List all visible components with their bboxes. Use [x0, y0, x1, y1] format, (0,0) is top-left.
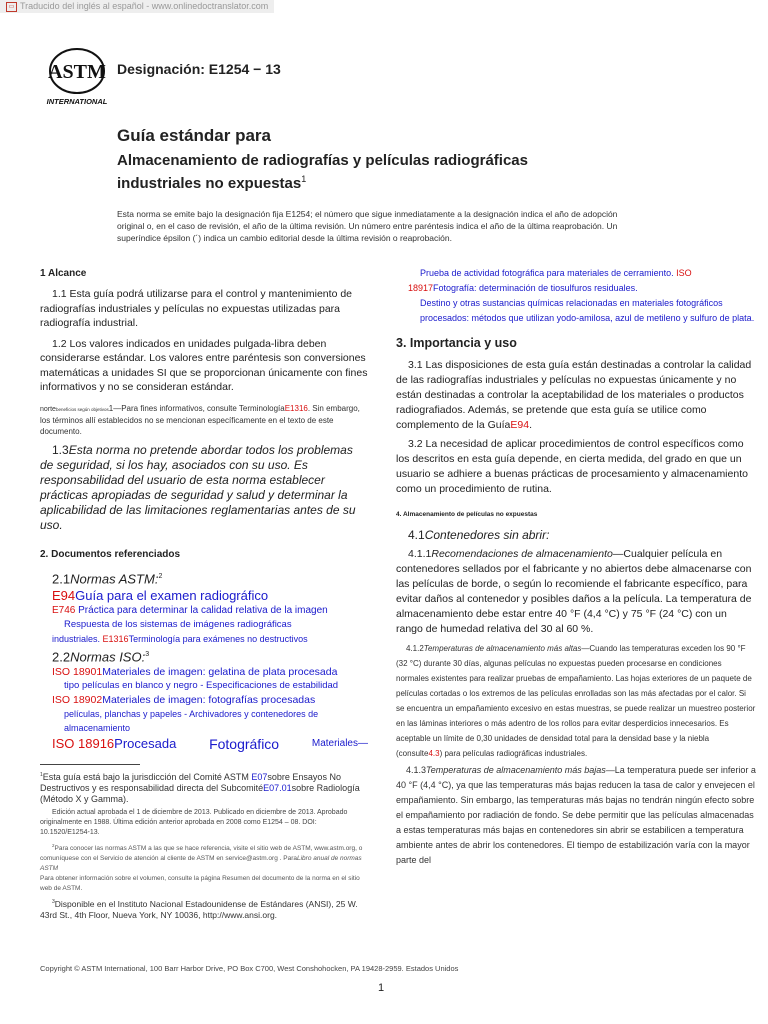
right-column: [396, 266, 756, 870]
para-4-1-1-num: 4.1.1: [408, 548, 432, 560]
title-footnote-mark: 1: [301, 174, 307, 184]
para-1-2: 1.2 Los valores indicados en unidades pulgada-libra deben considerarse estándar. Los valores entre paréntesis son conversiones matemáticas a unidades SI que se proporcionan únicamente con fines informativos y no se consideran estándar.: [40, 337, 368, 393]
translator-link[interactable]: Traducido del inglés al español - www.onlinedoctranslator.com: [20, 1, 269, 11]
footnote-1-text: Esta guía está bajo la jurisdicción del Comité ASTM: [42, 772, 252, 782]
ref-iso18917: [396, 281, 756, 296]
ref-iso18916: [40, 735, 368, 753]
footnote-2-italic: Libro anual de normas ASTM: [40, 855, 362, 873]
note-text: 1—Para fines informativos, consulte Terminología: [108, 403, 285, 413]
footnote-edition: Edición actual aprobada el 1 de diciembre de 2013. Publicado en diciembre de 2013. Aprobado originalmente en 1988. Última edición anterior aprobada en 2008 como E1254 – 08. DOI: 10.1520/E1254-13.: [40, 809, 348, 836]
para-4-1-2-text: —Cuando las temperaturas exceden los 90 °F (32 °C) durante 30 días, algunas películas no expuestas pueden procesarse en condiciones normales existentes para realizar pruebas de empañamiento. Las hojas exteriores de un paquete de películas cortadas o los extremos de las películas enrolladas son las más afectadas por el calor. Si se encuentra un empañamiento excesivo en estas muestras, se puede realizar un muestreo posterior en las láminas interiores o más adentro de los rollos para evitar desperdicios innecesarios. Es aceptable un límite de 0,30 unidades de densidad total para la densidad base y la niebla (consulte: [396, 644, 756, 758]
ref-iso18916-code[interactable]: ISO 18916: [52, 736, 115, 752]
ref-iso18901: [40, 665, 368, 679]
page-number: 1: [378, 982, 385, 994]
ref-iso-cont1-code[interactable]: ISO: [673, 268, 692, 278]
ref-2-2-sup: 3: [145, 650, 150, 658]
ref-iso18901-cont: [40, 679, 368, 693]
logo-subtext: INTERNATIONAL: [46, 97, 108, 106]
footnote-2-mark: 2: [52, 843, 55, 848]
ref-iso18917-cont-text[interactable]: Destino y otras sustancias químicas relacionadas en materiales fotográficos procesados: métodos que utilizan yodo-amilosa, azul de metileno y sulfuro de plata.: [420, 298, 755, 323]
ref-e746-cont2[interactable]: industriales.: [52, 633, 103, 644]
para-4-1-2-num: 4.1.2: [406, 644, 424, 653]
para-4-1-3-ital: Temperaturas de almacenamiento más bajas: [426, 765, 606, 775]
ref-e1316-title[interactable]: Terminología para exámenes no destructivos: [128, 633, 308, 644]
para-3-1-ref-e94[interactable]: E94: [510, 419, 530, 431]
ref-iso18901-cont-text[interactable]: tipo películas en blanco y negro - Especificaciones de estabilidad: [64, 680, 339, 692]
ref-iso18902: [40, 693, 368, 707]
para-4-1-2-ref[interactable]: 4.3: [428, 749, 440, 758]
note-1: [40, 403, 368, 437]
para-3-1-text: 3.1 Las disposiciones de esta guía están destinadas a controlar la calidad de las radiografías industriales y películas no expuestas únicamente y no están destinadas a controlar la aceptabilidad de los materiales o productos radiografiados. Además, se pretende que esta guía se utilice como complemento de la Guía: [396, 359, 752, 431]
ref-iso18902-code[interactable]: ISO 18902: [52, 694, 103, 707]
section-4-title: 4. Almacenamiento de películas no expuestas: [396, 511, 538, 518]
ref-e746-title[interactable]: Práctica para determinar la calidad relativa de la imagen: [78, 604, 328, 616]
para-4-1-num: 4.1: [408, 528, 425, 542]
ref-iso-cont1: [396, 266, 756, 281]
ref-e94: [40, 587, 368, 604]
footnote-1: [40, 770, 368, 805]
para-1-1: 1.1 Esta guía podrá utilizarse para el control y mantenimiento de radiografías industriales y películas no expuestas utilizadas para radiografía industrial.: [40, 288, 353, 329]
para-1-3-num: 1.3: [52, 442, 69, 457]
translator-bar: [0, 0, 274, 13]
footnote-2-text-b: Para obtener información sobre el volumen, consulte la página Resumen del documento de la norma en el sitio web de ASTM.: [40, 875, 360, 893]
ref-e1316: [40, 632, 368, 646]
ref-2-2-text: Normas ISO:: [70, 649, 146, 665]
ref-iso18917-code[interactable]: 18917: [408, 283, 434, 293]
para-4-1-text: Contenedores sin abrir:: [424, 528, 550, 542]
title-main: Almacenamiento de radiografías y películas radiográficas industriales no expuestas: [117, 152, 528, 192]
ref-e94-code[interactable]: E94: [52, 587, 76, 603]
note-ref-e1316[interactable]: E1316: [284, 403, 308, 413]
title-line1: Guía estándar para: [117, 126, 272, 145]
para-4-1-2-end: ) para películas radiográficas industriales.: [439, 749, 588, 758]
para-1-3-text: Esta norma no pretende abordar todos los problemas de seguridad, si los hay, asociados con su uso. Es responsabilidad del usuario de esta norma establecer prácticas apropiadas de seguridad y salud y determinar la aplicabilidad de las limitaciones reglamentarias antes de su uso.: [40, 442, 356, 532]
section-2-title: 2. Documentos referenciados: [40, 548, 181, 560]
para-4-1-1-ital: Recomendaciones de almacenamiento: [431, 548, 613, 560]
footnote-2-text: Para conocer las normas ASTM a las que se hace referencia, visite el sitio web de ASTM, www.astm.org, o comuníquese con el Servicio de atención al cliente de ASTM en service@astm.org . Para: [40, 845, 363, 863]
ref-e94-title[interactable]: Guía para el examen radiográfico: [75, 587, 269, 603]
ref-2-1-sup: 2: [158, 572, 163, 580]
footnote-3-mark: 3: [52, 899, 55, 906]
para-4-1-2-ital: Temperaturas de almacenamiento más altas: [423, 644, 582, 653]
ref-iso18902-cont2-text[interactable]: almacenamiento: [64, 723, 131, 734]
para-4-1: [396, 528, 756, 543]
section-1-title: 1 Alcance: [40, 268, 87, 279]
ref-iso18901-code[interactable]: ISO 18901: [52, 666, 103, 679]
ref-2-1: [40, 568, 368, 587]
para-3-1-end: .: [529, 419, 533, 431]
note-label-small: beneficios según objetivos: [55, 406, 109, 412]
astm-logo: [42, 47, 112, 107]
ref-iso18902-title[interactable]: Materiales de imagen: fotografías procesadas: [102, 694, 316, 707]
para-3-2: 3.2 La necesidad de aplicar procedimientos de control específicos como los descritos en esta guía depende, en cierta medida, del grado en que un usuario se adhiere a buenas prácticas de procesamiento y almacenamiento como un procedimiento de rutina.: [396, 438, 748, 495]
ref-e746-code[interactable]: E746: [52, 604, 76, 616]
intro-paragraph: Esta norma se emite bajo la designación fija E1254; el número que sigue inmediatamente a la designación indica el año de adopción original o, en el caso de revisión, el año de la última revisión. Un número entre paréntesis indica el año de la última reaprobación. Un superíndice épsilon (´) indica un cambio editorial desde la última revisión o reaprobación.: [117, 209, 618, 243]
ref-2-2: [40, 646, 368, 665]
footnote-3-text: Disponible en el Instituto Nacional Estadounidense de Estándares (ANSI), 25 W. 43rd St., 4th Floor, Nueva York, NY 10036, http://www.ansi.org.: [40, 898, 358, 920]
note-label: norte: [40, 405, 56, 413]
footnote-1-text-b: sobre Ensayos No Destructivos y es responsabilidad directa del Subcomité: [40, 772, 341, 793]
ref-2-1-num: 2.1: [52, 570, 71, 586]
footnote-1-ref-e07[interactable]: E07: [251, 772, 268, 782]
ref-iso18916-b[interactable]: Fotográfico: [209, 736, 280, 753]
ref-iso18916-a[interactable]: Procesada: [114, 736, 177, 752]
ref-iso18916-c[interactable]: Materiales—: [311, 738, 368, 750]
copyright: Copyright © ASTM International, 100 Barr Harbor Drive, PO Box C700, West Conshohocken, PA 19428-2959. Estados Unidos: [40, 964, 459, 973]
footnote-3: [40, 897, 368, 921]
ref-iso18902-cont2: [40, 721, 368, 735]
ref-iso18917-cont: [396, 296, 756, 326]
footnote-1-ref-e0701[interactable]: E07.01: [263, 783, 292, 793]
ref-2-2-num: 2.2: [52, 649, 71, 665]
ref-iso18902-cont-text[interactable]: películas, planchas y papeles - Archivadores y contenedores de: [64, 709, 319, 720]
para-4-1-2: [396, 641, 756, 761]
footnote-1-text-c: sobre Radiología (Método X y Gamma).: [40, 783, 360, 804]
ref-iso18901-title[interactable]: Materiales de imagen: gelatina de plata procesada: [102, 666, 338, 679]
para-4-1-3-num: 4.1.3: [406, 765, 427, 775]
ref-e1316-code[interactable]: E1316: [102, 633, 129, 644]
footnote-2: [40, 841, 368, 894]
para-4-1-1-text: —Cualquier película en contenedores sellados por el fabricante y no abiertos debe almacenarse con las películas de borde, o según lo recomiende el fabricante específico, para evitar daños al contenedor y posibles daños a la película. La temperatura de almacenamiento debe estar entre 40 °F (4,4 °C) y 75 °F (24 °C) con un rango de humedad relativa del 30 al 60 %.: [396, 548, 752, 635]
section-3-title: 3. Importancia y uso: [396, 336, 517, 350]
pdf-icon: ▭: [6, 2, 17, 12]
ref-iso18902-cont: [40, 707, 368, 721]
logo-text: ASTM: [48, 61, 106, 83]
ref-2-1-text: Normas ASTM:: [70, 570, 159, 586]
ref-e746-cont-text[interactable]: Respuesta de los sistemas de imágenes radiográficas: [64, 618, 292, 630]
ref-iso-cont1-text[interactable]: Prueba de actividad fotográfica para materiales de cerramiento.: [420, 268, 674, 278]
ref-e746: [40, 604, 368, 618]
footnote-rule: [40, 764, 140, 765]
left-column: [40, 268, 368, 753]
note-text-end: . Sin embargo, los términos allí establecidos no se mencionan específicamente en el texto de este documento.: [40, 403, 360, 436]
para-4-1-1: [396, 547, 756, 637]
ref-e746-cont: [40, 618, 368, 632]
para-4-1-3-text: —La temperatura puede ser inferior a 40 °F (4,4 °C), ya que las temperaturas más bajas reducen la tasa de calor y envejecen el empañamiento. Sin embargo, las temperaturas más bajas no tendrán ningún efecto sobre el empañamiento por radiación de fondo. Se debe permitir que las películas almacenadas a estas temperaturas más bajas en contenedores sin abrir se estabilicen a temperatura ambiente antes de abrir los contenedores. El tiempo de estabilización varía con la mayor parte del: [396, 765, 756, 865]
para-1-3: [40, 443, 368, 533]
footnotes: [40, 770, 368, 924]
para-3-1: [396, 358, 756, 433]
designation: Designación: E1254 − 13: [117, 61, 281, 77]
ref-iso18917-title[interactable]: Fotografía: determinación de tiosulfuros residuales.: [433, 283, 638, 293]
footnote-1-mark: 1: [40, 772, 43, 778]
para-4-1-3: [396, 763, 756, 868]
title-line2: [117, 151, 537, 193]
